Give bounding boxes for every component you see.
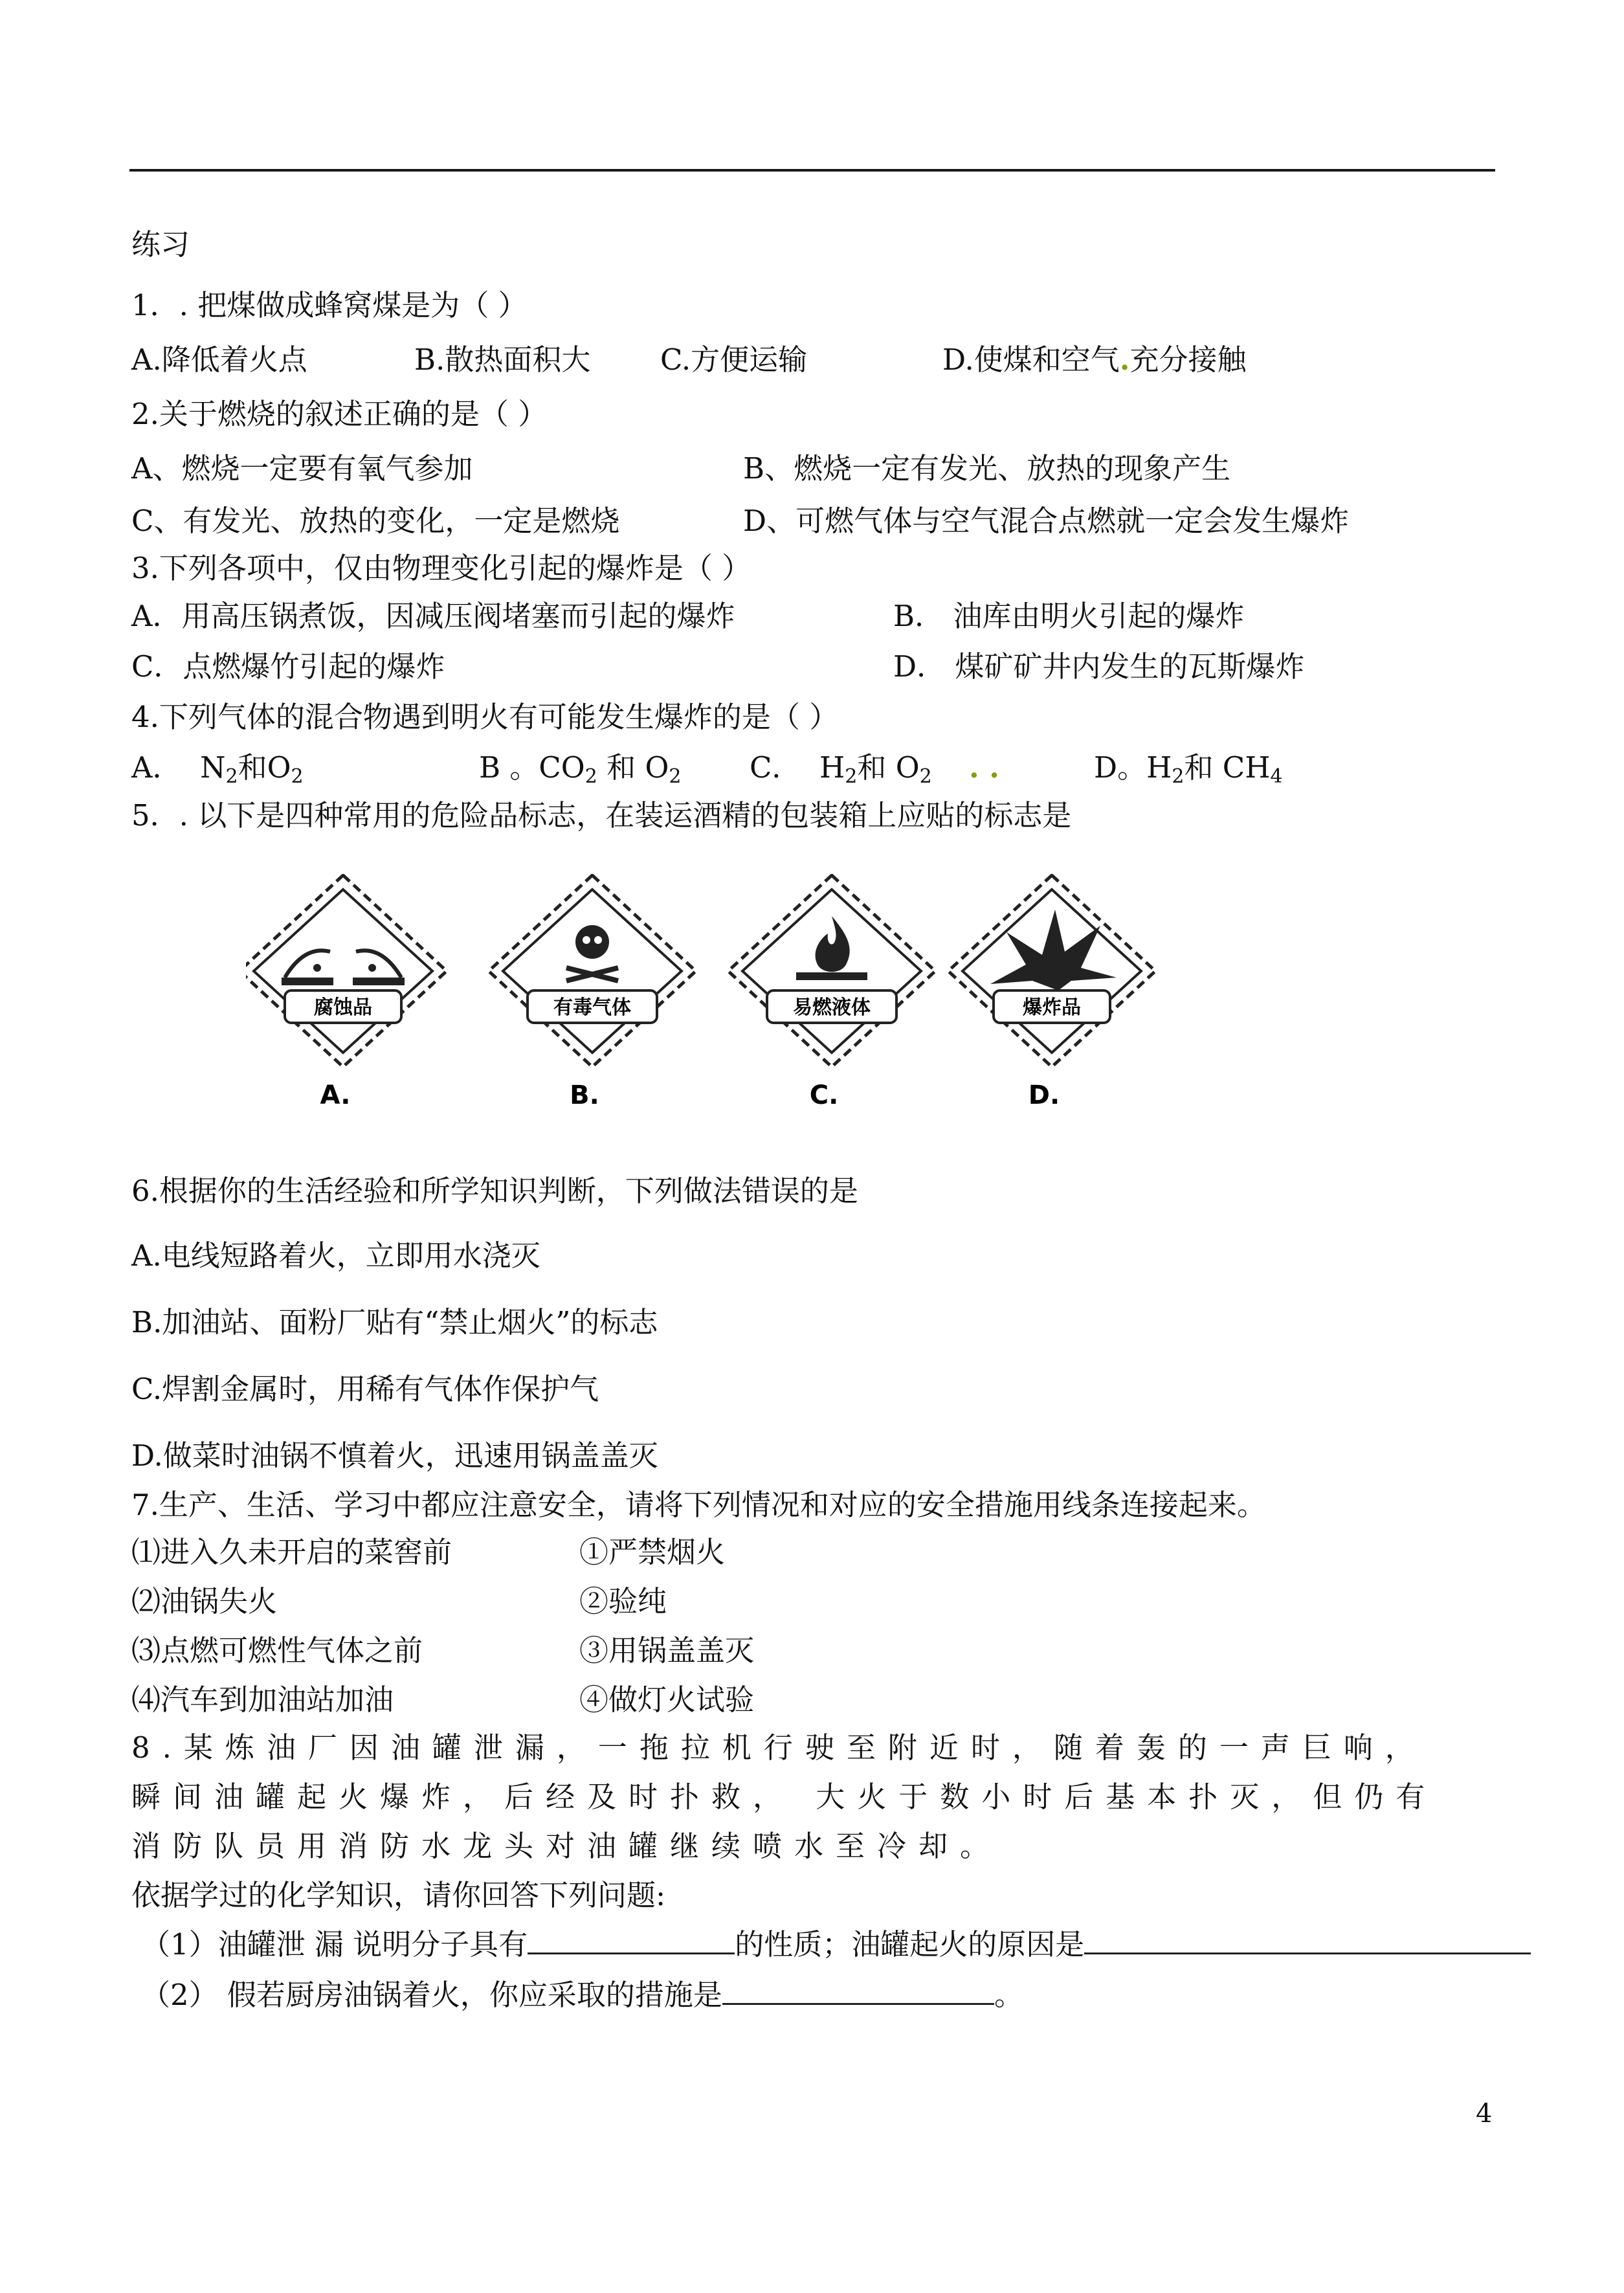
q2-option-b: B、燃烧一定有发光、放热的现象产生	[743, 451, 1231, 486]
q3-option-a: A．用高压锅煮饭，因减压阀堵塞而引起的爆炸	[131, 599, 735, 633]
q8-prompt: 依据学过的化学知识，请你回答下列问题:	[131, 1878, 666, 1912]
header-rule	[129, 169, 1495, 172]
q6-option-c: C.焊割金属时，用稀有气体作保护气	[131, 1372, 599, 1406]
q7-situation-3: ⑶点燃可燃性气体之前	[131, 1633, 423, 1668]
hazard-signs-figure	[246, 874, 1217, 1107]
q4-stem: 4.下列气体的混合物遇到明火有可能发生爆炸的是（ ）	[131, 700, 839, 734]
q7-situation-1: ⑴进入久未开启的菜窖前	[131, 1535, 452, 1569]
q8-line-3: 消防队员用消防水龙头对油罐继续喷水至冷却。	[131, 1829, 1002, 1863]
hazard-sign-a-label: 腐蚀品	[314, 996, 372, 1019]
q3-option-b: B． 油库由明火引起的爆炸	[893, 599, 1245, 633]
q3-option-c: C．点燃爆竹引起的爆炸	[131, 649, 445, 684]
q8-subquestion-1: （1）油罐泄 漏 说明分子具有 的性质；油罐起火的原因是	[141, 1924, 1531, 1963]
q4-option-a: A． $N_2$和$O_2$	[131, 750, 304, 788]
q8-line-1: 8.某炼油厂因油罐泄漏，一拖拉机行驶至附近时，随着轰的一声巨响，	[131, 1730, 1427, 1765]
q8-blank-2[interactable]	[1084, 1924, 1531, 1954]
section-heading: 练习	[131, 227, 190, 262]
q6-stem: 6.根据你的生活经验和所学知识判断，下列做法错误的是	[131, 1174, 858, 1208]
hazard-sign-c	[728, 875, 935, 1107]
q4-option-b: B 。$CO_2$ 和 $O_2$	[479, 750, 682, 788]
hazard-sign-d-label: 爆炸品	[1023, 996, 1081, 1019]
q8-blank-3[interactable]	[722, 1974, 994, 2005]
q4-option-c: C． $H_2$和 $O_2$ . .	[750, 750, 999, 788]
q7-measure-4: ④做灯火试验	[579, 1683, 755, 1717]
q4-option-d: D。$H_2$和 $CH_4$	[1094, 750, 1283, 788]
hazard-sign-b-letter: B.	[570, 1080, 599, 1107]
q3-stem: 3.下列各项中，仅由物理变化引起的爆炸是（ ）	[131, 551, 751, 585]
hazard-sign-c-label: 易燃液体	[793, 996, 871, 1019]
q3-option-d: D． 煤矿矿井内发生的瓦斯爆炸	[893, 649, 1305, 684]
page-number: 4	[1476, 2099, 1493, 2129]
q1-stem: 1．. 把煤做成蜂窝煤是为（ ）	[131, 288, 528, 322]
q7-measure-1: ①严禁烟火	[579, 1535, 726, 1569]
q1-option-c: C.方便运输	[660, 342, 808, 377]
q1-option-a: A.降低着火点	[131, 342, 307, 377]
hazard-sign-d-letter: D.	[1028, 1080, 1060, 1107]
q7-measure-2: ②验纯	[579, 1584, 667, 1618]
q6-option-d: D.做菜时油锅不慎着火，迅速用锅盖盖灭	[131, 1438, 658, 1473]
q2-stem: 2.关于燃烧的叙述正确的是（ ）	[131, 397, 548, 431]
q7-measure-3: ③用锅盖盖灭	[579, 1633, 755, 1668]
q6-option-b: B.加油站、面粉厂贴有“禁止烟火”的标志	[131, 1305, 658, 1339]
hazard-sign-a	[246, 875, 447, 1107]
hazard-sign-a-letter: A.	[320, 1080, 351, 1107]
q7-situation-2: ⑵油锅失火	[131, 1584, 278, 1618]
q5-stem: 5．. 以下是四种常用的危险品标志，在装运酒精的包装箱上应贴的标志是	[131, 798, 1072, 833]
hazard-sign-b-label: 有毒气体	[553, 996, 631, 1019]
q7-situation-4: ⑷汽车到加油站加油	[131, 1683, 394, 1717]
q6-option-a: A.电线短路着火，立即用水浇灭	[131, 1238, 540, 1273]
q2-option-d: D、可燃气体与空气混合点燃就一定会发生爆炸	[743, 504, 1350, 538]
q8-subquestion-2: （2） 假若厨房油锅着火，你应采取的措施是 。	[141, 1974, 1023, 2013]
q1-option-b: B.散热面积大	[414, 342, 591, 377]
q8-blank-1[interactable]	[528, 1924, 735, 1954]
q2-option-c: C、有发光、放热的变化，一定是燃烧	[131, 504, 620, 538]
q8-line-2: 瞬间油罐起火爆炸，后经及时扑救， 大火于数小时后基本扑灭，但仍有	[131, 1780, 1438, 1814]
q2-option-a: A、燃烧一定要有氧气参加	[131, 451, 473, 486]
q7-stem: 7.生产、生活、学习中都应注意安全，请将下列情况和对应的安全措施用线条连接起来。	[131, 1488, 1266, 1522]
q1-option-d: D.使煤和空气.充分接触	[942, 342, 1247, 377]
hazard-sign-c-letter: C.	[809, 1080, 839, 1107]
hazard-sign-d	[948, 875, 1155, 1107]
hazard-sign-b	[489, 875, 696, 1107]
